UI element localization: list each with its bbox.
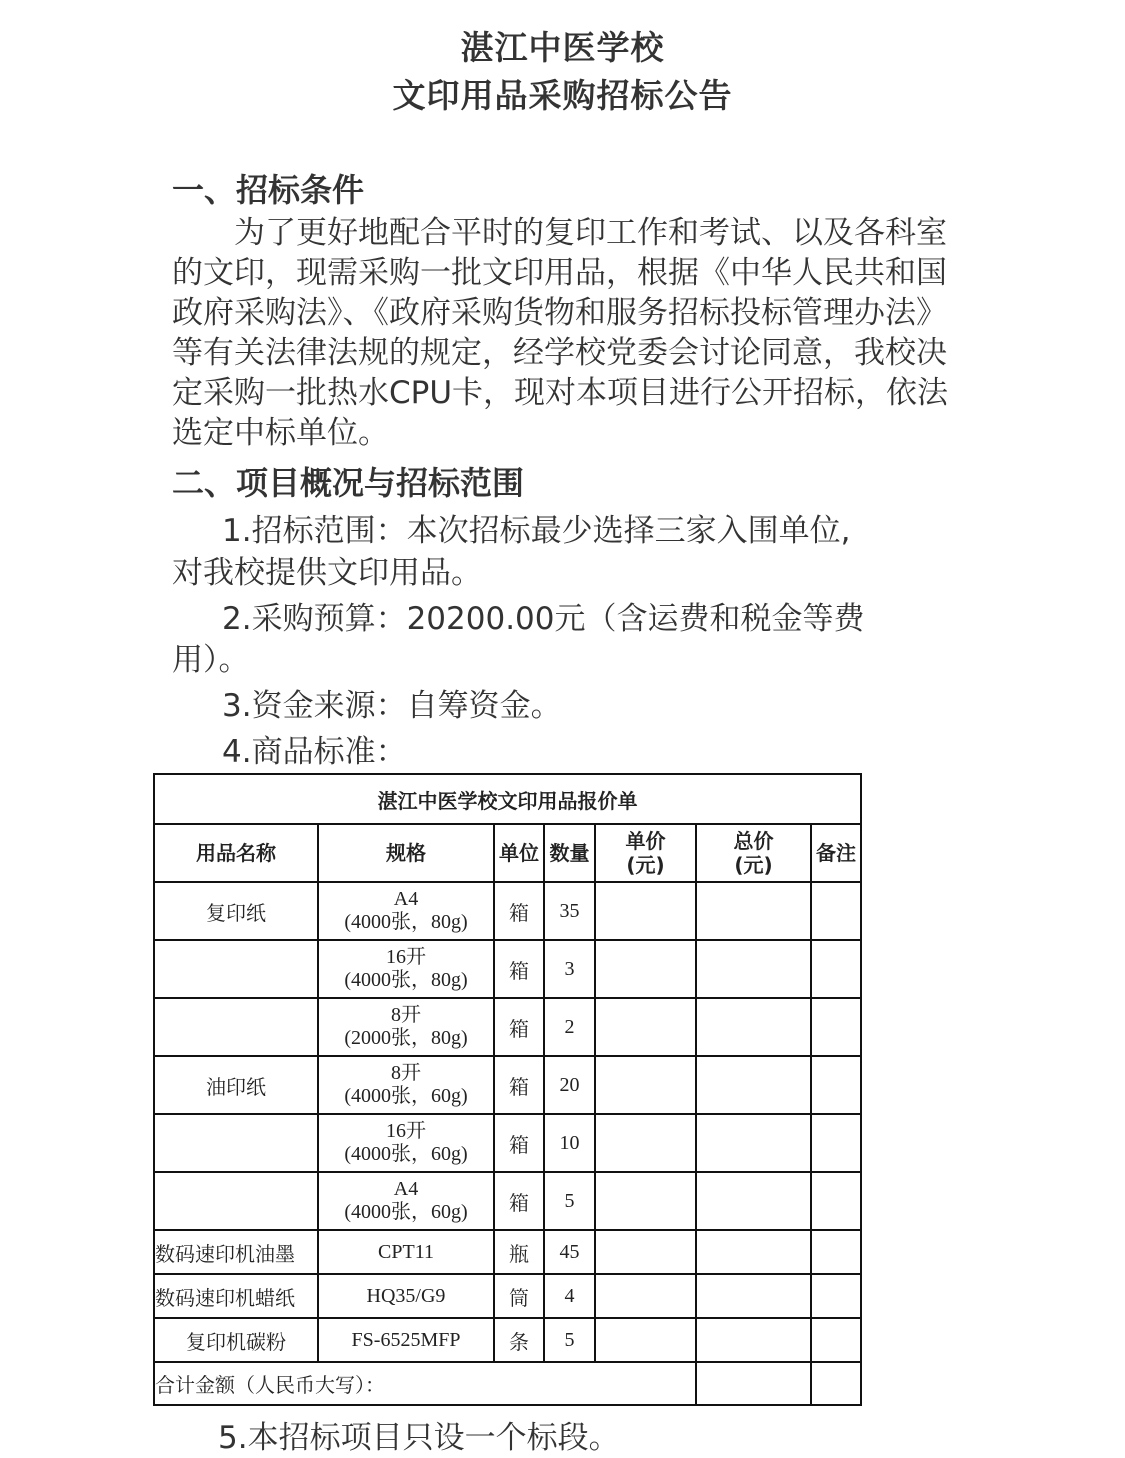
spec-model: CPT11 xyxy=(378,1240,434,1263)
item-total-price-cell[interactable] xyxy=(696,1056,811,1114)
item-name: 数码速印机蜡纸 xyxy=(154,1274,318,1318)
spec-size: 8开 xyxy=(391,1004,421,1026)
total-label: 合计金额（人民币大写）： xyxy=(154,1362,696,1405)
header-spec: 规格 xyxy=(318,824,494,882)
item-name: 数码速印机油墨 xyxy=(154,1230,318,1274)
spec-detail: (4000张，60g) xyxy=(344,1085,468,1107)
item-unit-price-cell[interactable] xyxy=(595,1318,696,1362)
item-unit: 箱 xyxy=(494,1114,544,1172)
table-row xyxy=(154,940,861,998)
spec-size: 8开 xyxy=(391,1062,421,1084)
item-name xyxy=(154,1172,318,1230)
item-spec xyxy=(318,1114,494,1172)
item-qty: 2 xyxy=(544,998,595,1056)
item-total-price-cell[interactable] xyxy=(696,1318,811,1362)
item2-line2: 用）。 xyxy=(172,642,250,678)
table-row xyxy=(154,882,861,940)
spec-size: 16开 xyxy=(386,1120,426,1142)
item-remark-cell[interactable] xyxy=(811,1274,861,1318)
quote-table xyxy=(153,773,862,1406)
spec-detail: (4000张，60g) xyxy=(344,1201,468,1223)
item-name: 油印纸 xyxy=(154,1056,318,1114)
item-unit: 箱 xyxy=(494,940,544,998)
item-unit-price-cell[interactable] xyxy=(595,1274,696,1318)
item-total-price-cell[interactable] xyxy=(696,1172,811,1230)
total-remark-cell[interactable] xyxy=(811,1362,861,1405)
item5-lot: 5.本招标项目只设一个标段。 xyxy=(218,1420,620,1456)
item-unit-price-cell[interactable] xyxy=(595,1230,696,1274)
header-unit-price-label: 单价 xyxy=(625,829,666,853)
item-remark-cell[interactable] xyxy=(811,1056,861,1114)
item-qty: 5 xyxy=(544,1172,595,1230)
item-remark-cell[interactable] xyxy=(811,998,861,1056)
item-unit-price-cell[interactable] xyxy=(595,998,696,1056)
item-spec xyxy=(318,1056,494,1114)
table-row xyxy=(154,998,861,1056)
school-name-title: 湛江中医学校 xyxy=(460,28,665,67)
item-name: 复印机碳粉 xyxy=(154,1318,318,1362)
item-unit: 瓶 xyxy=(494,1230,544,1274)
header-qty: 数量 xyxy=(544,824,595,882)
item-unit: 箱 xyxy=(494,998,544,1056)
item-unit-price-cell[interactable] xyxy=(595,1114,696,1172)
header-total-price-currency: (元) xyxy=(734,853,773,877)
item-qty: 5 xyxy=(544,1318,595,1362)
item-remark-cell[interactable] xyxy=(811,1114,861,1172)
item-name xyxy=(154,1114,318,1172)
table-row xyxy=(154,1172,861,1230)
item-spec xyxy=(318,1318,494,1362)
item-qty: 3 xyxy=(544,940,595,998)
notice-title: 文印用品采购招标公告 xyxy=(392,76,733,115)
item-qty: 10 xyxy=(544,1114,595,1172)
item2-line1: 2.采购预算：20200.00元（含运费和税金等费 xyxy=(222,601,865,637)
item-remark-cell[interactable] xyxy=(811,940,861,998)
item-remark-cell[interactable] xyxy=(811,1172,861,1230)
item-spec xyxy=(318,1172,494,1230)
spec-size: A4 xyxy=(393,888,419,910)
total-row xyxy=(154,1362,861,1405)
item-spec xyxy=(318,940,494,998)
item1-line1: 1.招标范围：本次招标最少选择三家入围单位, xyxy=(222,513,851,549)
item-spec xyxy=(318,882,494,940)
item-spec xyxy=(318,998,494,1056)
table-row xyxy=(154,1056,861,1114)
section2-heading: 二、项目概况与招标范围 xyxy=(172,464,525,502)
item-unit-price-cell[interactable] xyxy=(595,1172,696,1230)
item-unit-price-cell[interactable] xyxy=(595,1056,696,1114)
item-qty: 45 xyxy=(544,1230,595,1274)
item-unit-price-cell[interactable] xyxy=(595,940,696,998)
table-caption: 湛江中医学校文印用品报价单 xyxy=(154,774,861,824)
item-total-price-cell[interactable] xyxy=(696,882,811,940)
table-row xyxy=(154,1318,861,1362)
item1-line2: 对我校提供文印用品。 xyxy=(172,555,482,591)
spec-detail: (4000张，60g) xyxy=(344,1143,468,1165)
spec-size: A4 xyxy=(393,1178,419,1200)
item-name: 复印纸 xyxy=(154,882,318,940)
item-total-price-cell[interactable] xyxy=(696,940,811,998)
item-total-price-cell[interactable] xyxy=(696,1114,811,1172)
item-name xyxy=(154,998,318,1056)
item-total-price-cell[interactable] xyxy=(696,1274,811,1318)
spec-model: HQ35/G9 xyxy=(366,1284,446,1307)
item-unit: 箱 xyxy=(494,882,544,940)
table-row xyxy=(154,1274,861,1318)
header-total-price xyxy=(696,824,811,882)
total-amount-cell[interactable] xyxy=(696,1362,811,1405)
header-unit-price xyxy=(595,824,696,882)
spec-detail: (4000张，80g) xyxy=(344,969,468,991)
table-row xyxy=(154,1114,861,1172)
item3-funding: 3.资金来源：自筹资金。 xyxy=(222,688,562,724)
item-qty: 4 xyxy=(544,1274,595,1318)
header-name: 用品名称 xyxy=(154,824,318,882)
section1-heading: 一、招标条件 xyxy=(172,171,365,209)
item-unit: 筒 xyxy=(494,1274,544,1318)
item4-standard: 4.商品标准： xyxy=(222,734,407,770)
header-remark: 备注 xyxy=(811,824,861,882)
item-qty: 20 xyxy=(544,1056,595,1114)
item-name xyxy=(154,940,318,998)
item-unit: 箱 xyxy=(494,1172,544,1230)
item-total-price-cell[interactable] xyxy=(696,998,811,1056)
header-unit: 单位 xyxy=(494,824,544,882)
item-remark-cell[interactable] xyxy=(811,1230,861,1274)
item-spec xyxy=(318,1274,494,1318)
item-qty: 35 xyxy=(544,882,595,940)
item-remark-cell[interactable] xyxy=(811,882,861,940)
spec-detail: (2000张，80g) xyxy=(344,1027,468,1049)
spec-model: FS-6525MFP xyxy=(351,1328,461,1351)
table-row xyxy=(154,1230,861,1274)
item-unit: 箱 xyxy=(494,1056,544,1114)
spec-size: 16开 xyxy=(386,946,426,968)
item-total-price-cell[interactable] xyxy=(696,1230,811,1274)
header-unit-price-currency: (元) xyxy=(626,853,665,877)
header-total-price-label: 总价 xyxy=(733,829,774,853)
item-remark-cell[interactable] xyxy=(811,1318,861,1362)
item-unit-price-cell[interactable] xyxy=(595,882,696,940)
section1-paragraph: 为了更好地配合平时的复印工作和考试、以及各科室的文印，现需采购一批文印用品，根据《中华人民共和国政府采购法》、《政府采购货物和服务招标投标管理办法》等有关法律法规的规定，经学校党委会讨论同意，我校决定采购一批热水CPU卡，现对本项目进行公开招标，依法选定中标单位。 xyxy=(172,215,949,451)
item-spec xyxy=(318,1230,494,1274)
item-unit: 条 xyxy=(494,1318,544,1362)
spec-detail: (4000张，80g) xyxy=(344,911,468,933)
table-header-row xyxy=(154,824,861,882)
